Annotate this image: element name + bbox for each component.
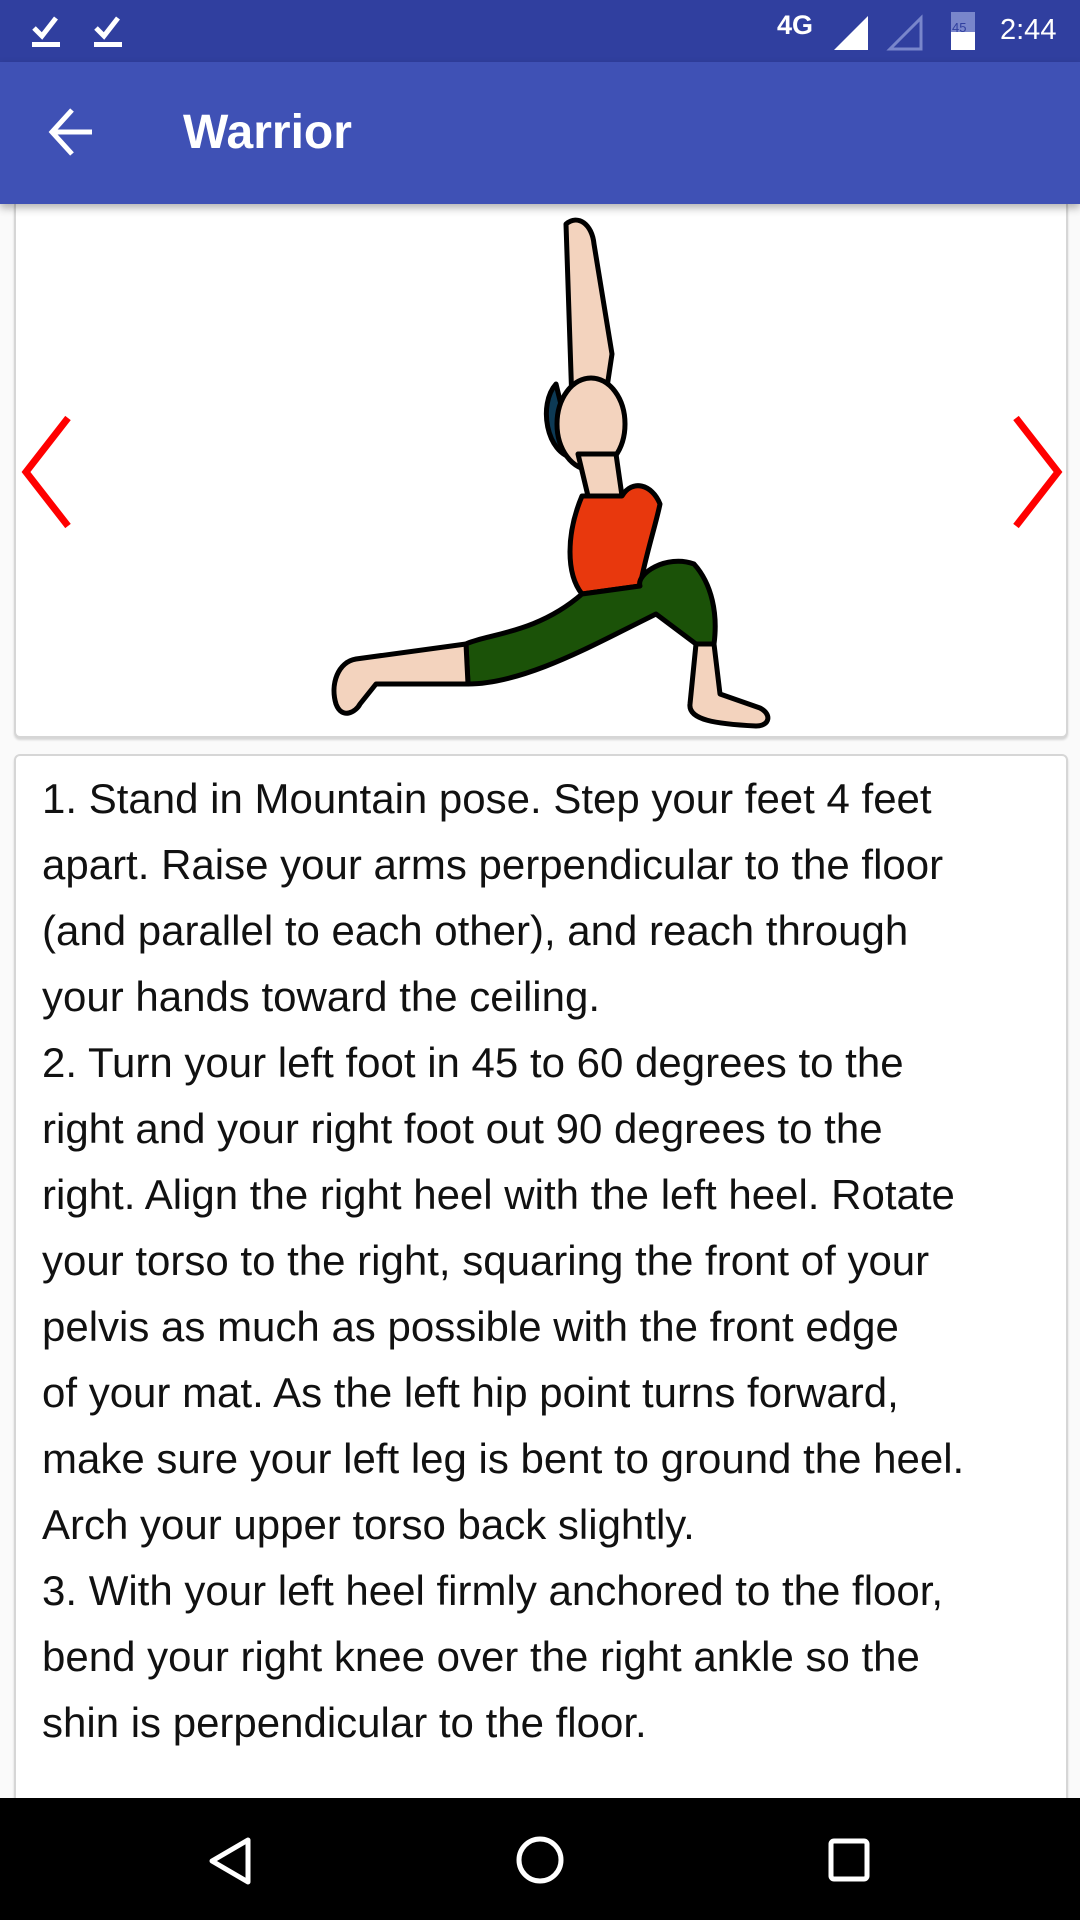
status-bar (0, 0, 1080, 62)
page-title: Warrior (183, 106, 352, 159)
instruction-line: 3. With your left heel firmly anchored to the floor, (42, 1567, 944, 1614)
instruction-line: 2. Turn your left foot in 45 to 60 degrees to the (42, 1039, 904, 1086)
recents-icon[interactable] (826, 1836, 872, 1884)
instruction-line: your torso to the right, squaring the front of your (42, 1237, 930, 1284)
signal-icon (832, 14, 870, 52)
instructions-text (42, 766, 1046, 1756)
download-done-icon (92, 14, 124, 50)
home-icon[interactable] (514, 1834, 566, 1886)
instruction-line: right. Align the right heel with the left heel. Rotate (42, 1171, 955, 1218)
instruction-line: right and your right foot out 90 degrees to the (42, 1105, 883, 1152)
instruction-line: (and parallel to each other), and reach through (42, 907, 909, 954)
instruction-line: of your mat. As the left hip point turns forward, (42, 1369, 899, 1416)
network-type: 4G (777, 10, 814, 40)
chevron-right-icon[interactable] (1010, 414, 1066, 532)
instruction-line: pelvis as much as possible with the front edge (42, 1303, 899, 1350)
battery-icon (951, 12, 975, 50)
instruction-line: 1. Stand in Mountain pose. Step your feet 4 feet (42, 775, 932, 822)
warrior-pose-illustration (316, 214, 796, 734)
battery-level: 45 (952, 20, 967, 35)
app-toolbar (0, 62, 1080, 204)
pose-image-card (14, 204, 1068, 738)
back-icon[interactable] (206, 1836, 254, 1886)
instruction-line: shin is perpendicular to the floor. (42, 1699, 647, 1746)
instruction-line: apart. Raise your arms perpendicular to the floor (42, 841, 944, 888)
instructions-card (14, 754, 1068, 1858)
instruction-line: your hands toward the ceiling. (42, 973, 600, 1020)
download-done-icon (30, 14, 62, 50)
clock: 2:44 (1000, 14, 1057, 46)
arrow-left-icon[interactable] (46, 102, 98, 162)
no-signal-icon (886, 14, 924, 52)
instruction-line: bend your right knee over the right ankle so the (42, 1633, 920, 1680)
instruction-line: Arch your upper torso back slightly. (42, 1501, 695, 1548)
navigation-bar (0, 1798, 1080, 1920)
instruction-line: make sure your left leg is bent to ground the heel. (42, 1435, 965, 1482)
chevron-left-icon[interactable] (18, 414, 74, 532)
